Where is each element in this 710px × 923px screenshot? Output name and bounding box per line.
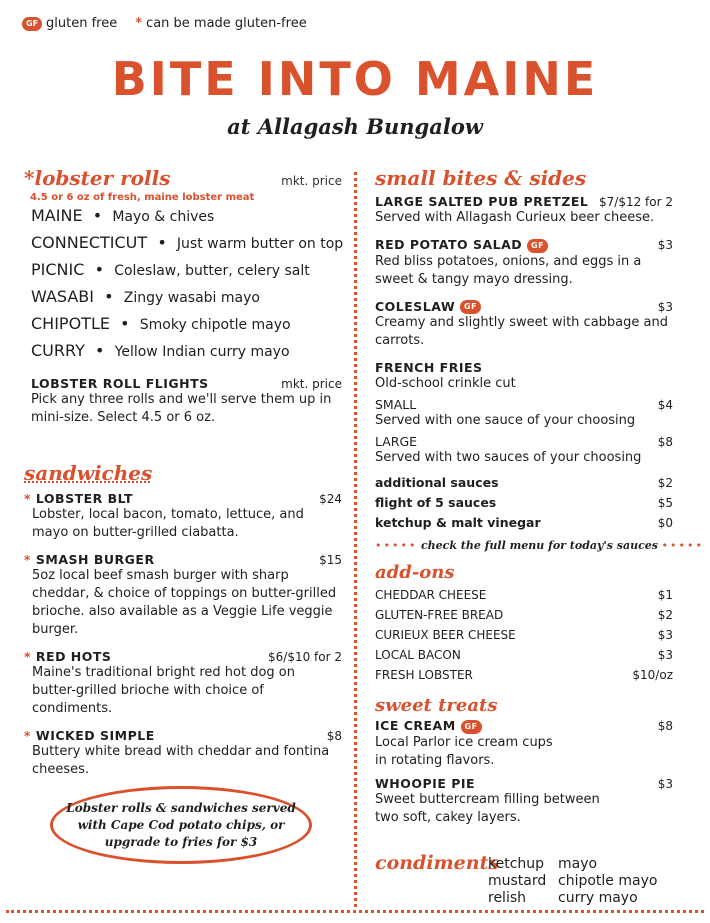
add-ons-list — [375, 585, 673, 685]
item-desc: Local Parlor ice cream cups in rotating flavors. — [375, 734, 553, 768]
item-price: $3 — [657, 299, 673, 314]
roll-item: CONNECTICUT • Just warm butter on top — [31, 233, 344, 252]
sweet-treats-heading: sweet treats — [375, 695, 498, 716]
item-desc: Creamy and slightly sweet with cabbage and carrots. — [375, 315, 668, 348]
item-desc: Lobster, local bacon, tomato, lettuce, and mayo on butter-grilled ciabatta. — [32, 507, 304, 540]
item-name: LOBSTER ROLL FLIGHTS — [31, 376, 209, 391]
side-item — [375, 237, 673, 289]
sandwich-item — [24, 552, 342, 639]
roll-item: CHIPOTLE • Smoky chipotle mayo — [31, 314, 291, 333]
sauces-note: ••••• check the full menu for today's sauces ••••• — [375, 539, 704, 552]
item-desc: Red bliss potatoes, onions, and eggs in a sweet & tangy mayo dressing. — [375, 253, 642, 287]
lobster-rolls-header — [24, 166, 342, 190]
asterisk-icon: * — [24, 491, 32, 506]
legend — [22, 16, 307, 31]
fries-small-price: $4 — [657, 398, 673, 412]
gf-badge: GF — [22, 17, 42, 31]
condiment-item: mustard — [488, 873, 547, 889]
lobster-rolls-price: mkt. price — [281, 174, 342, 188]
item-desc: Old-school crinkle cut — [375, 376, 516, 391]
item-price: $6/$10 for 2 — [268, 650, 342, 664]
item-name: RED POTATO SALAD — [375, 237, 523, 252]
gf-legend-label: gluten free — [46, 16, 118, 31]
item-price: $8 — [657, 719, 673, 733]
sauce-item: additional sauces $2 — [375, 475, 673, 490]
bottom-divider — [6, 910, 704, 913]
add-on-item: CHEDDAR CHEESE $1 — [375, 588, 673, 602]
small-bites-header — [375, 166, 673, 190]
right-column — [375, 166, 704, 837]
item-name: WICKED SIMPLE — [35, 728, 155, 743]
item-name: WHOOPIE PIE — [375, 775, 476, 791]
fries-large-label: LARGE — [375, 434, 418, 449]
item-name: COLESLAW — [375, 298, 456, 314]
condiment-item: chipotle mayo — [558, 873, 658, 889]
roll-item: WASABI • Zingy wasabi mayo — [31, 287, 260, 306]
roll-item: CURRY • Yellow Indian curry mayo — [31, 341, 290, 360]
add-on-item: CURIEUX BEER CHEESE $3 — [375, 628, 673, 642]
item-name: LARGE SALTED PUB PRETZEL — [375, 194, 589, 209]
item-desc: Maine's traditional bright red hot dog on butter-grilled brioche with choice of condiments. — [32, 665, 295, 716]
sandwich-item — [24, 649, 342, 718]
fries-large-price: $8 — [657, 435, 673, 449]
item-desc: Sweet buttercream filling between two soft, cakey layers. — [375, 791, 600, 825]
condiments-list — [488, 856, 668, 907]
item-price: $3 — [657, 238, 673, 252]
roll-item: MAINE • Mayo & chives — [31, 206, 215, 225]
sandwiches-heading: sandwiches — [24, 461, 153, 485]
lobster-rolls-heading: *lobster rolls — [24, 166, 171, 190]
page-subtitle: at Allagash Bungalow — [227, 114, 483, 139]
asterisk-icon: * — [24, 728, 32, 743]
item-price: $8 — [326, 729, 342, 743]
condiments-heading: condiments — [375, 852, 500, 874]
item-price: $3 — [657, 776, 673, 791]
item-desc: Buttery white bread with cheddar and fontina cheeses. — [32, 744, 330, 777]
item-name: ICE CREAM — [375, 718, 456, 733]
gf-possible-legend-label: can be made gluten-free — [146, 16, 307, 31]
item-price: mkt. price — [281, 377, 342, 391]
dessert-item — [375, 718, 673, 770]
roll-item: PICNIC • Coleslaw, butter, celery salt — [31, 260, 310, 279]
condiment-item: relish — [488, 890, 527, 906]
item-name: FRENCH FRIES — [375, 360, 483, 375]
lobster-roll-flights — [31, 376, 342, 427]
small-bites-heading: small bites & sides — [375, 166, 587, 190]
dessert-item — [375, 776, 673, 827]
item-desc: Served with Allagash Curieux beer cheese. — [375, 210, 655, 225]
condiment-item: mayo — [558, 856, 598, 872]
side-item — [375, 194, 673, 227]
gf-badge: GF — [461, 720, 482, 734]
asterisk-icon: * — [24, 649, 32, 664]
gf-badge: GF — [460, 300, 481, 314]
sides-note-badge — [50, 786, 312, 864]
add-ons-header — [375, 562, 673, 583]
item-name: LOBSTER BLT — [35, 491, 134, 506]
sauce-item: flight of 5 sauces $5 — [375, 495, 673, 510]
asterisk-icon: * — [24, 552, 32, 567]
condiment-item: ketchup — [488, 856, 545, 872]
asterisk-icon: * — [24, 166, 35, 190]
gf-badge: GF — [527, 239, 548, 253]
item-price: $7/$12 for 2 — [599, 195, 673, 209]
fries-small-label: SMALL — [375, 397, 417, 412]
item-price: $24 — [319, 492, 342, 506]
page-title: BITE INTO MAINE — [111, 52, 599, 106]
fries-large-desc: Served with two sauces of your choosing — [375, 450, 642, 465]
item-desc: Pick any three rolls and we'll serve them up in mini-size. Select 4.5 or 6 oz. — [31, 392, 332, 425]
add-on-item: LOCAL BACON $3 — [375, 648, 673, 662]
sweet-treats-header — [375, 695, 673, 716]
sandwich-item — [24, 491, 342, 542]
item-price: $15 — [319, 553, 342, 567]
add-ons-heading: add-ons — [375, 562, 455, 583]
sauces-list — [375, 473, 673, 533]
lobster-rolls-subheading: 4.5 or 6 oz of fresh, maine lobster meat — [30, 192, 255, 203]
asterisk-icon: * — [135, 16, 143, 31]
add-on-item: FRESH LOBSTER $10/oz — [375, 668, 673, 682]
item-name: RED HOTS — [35, 649, 112, 664]
sandwich-item — [24, 728, 342, 779]
left-column — [24, 166, 342, 789]
sides-note-text: Lobster rolls & sandwiches served with Cape Cod potato chips, or upgrade to fries for $3 — [66, 800, 296, 849]
sandwiches-header — [24, 461, 342, 485]
sauce-item: ketchup & malt vinegar $0 — [375, 515, 673, 530]
column-divider — [354, 172, 357, 907]
fries-small-desc: Served with one sauce of your choosing — [375, 413, 636, 428]
french-fries — [375, 360, 673, 467]
add-on-item: GLUTEN-FREE BREAD $2 — [375, 608, 673, 622]
condiment-item: curry mayo — [558, 890, 638, 906]
item-desc: 5oz local beef smash burger with sharp cheddar, & choice of toppings on butter-grilled brioche. also available as a Veggie Life veggie burger. — [32, 568, 337, 637]
side-item — [375, 299, 673, 351]
item-name: SMASH BURGER — [35, 552, 155, 567]
